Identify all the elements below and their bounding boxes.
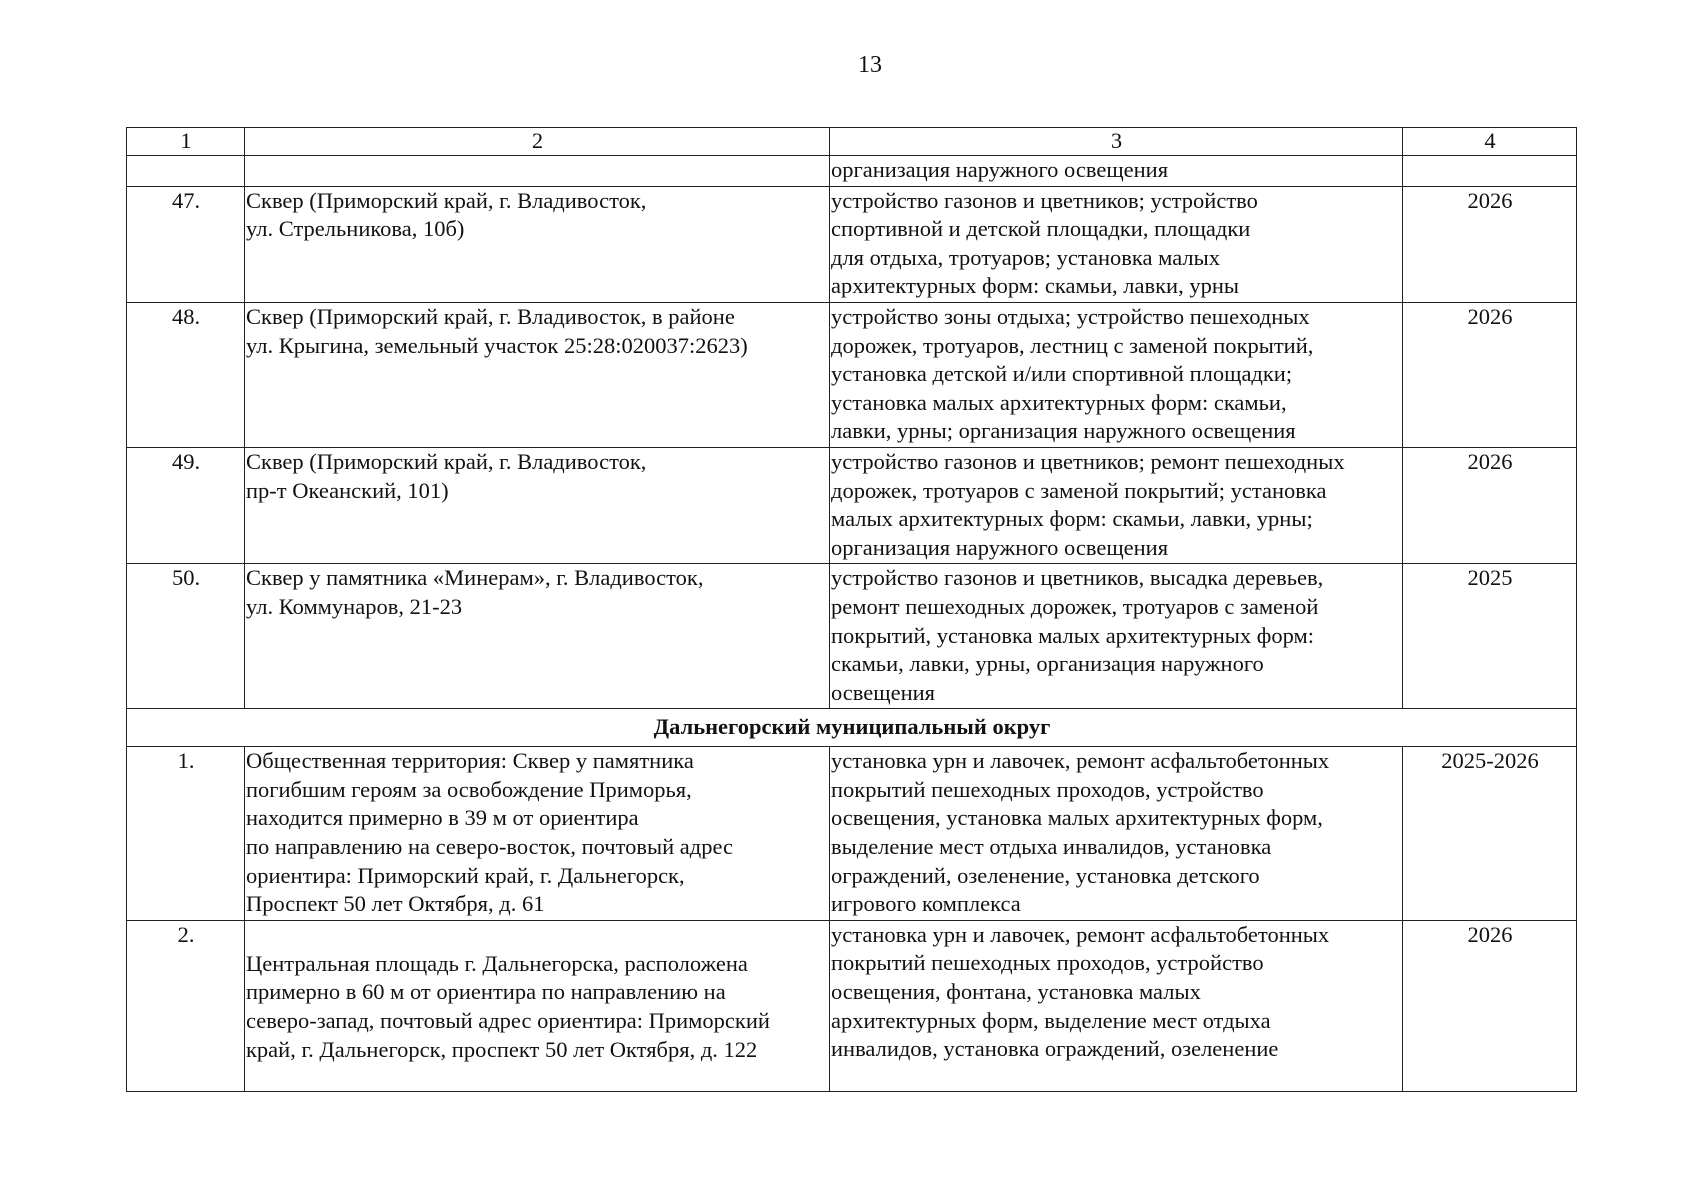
section-title: Дальнегорский муниципальный округ <box>127 709 1577 747</box>
cell-name <box>245 747 830 921</box>
cell-works <box>830 447 1403 563</box>
works-text: установка урн и лавочек, ремонт асфальтобетонных покрытий пешеходных проходов, устройство освещения, установка малых архитектурных форм, выделение мест отдыха инвалидов, установка ограждений, озеленение, установка детского игрового комплекса <box>831 748 1330 917</box>
cell-num: 48. <box>127 302 245 447</box>
cell-num <box>127 156 245 187</box>
cell-works <box>830 186 1403 302</box>
works-text: устройство газонов и цветников, высадка деревьев, ремонт пешеходных дорожек, тротуаров с заменой покрытий, установка малых архитектурных форм: скамьи, лавки, урны, организация наружного освещения <box>831 565 1324 705</box>
cell-works: организация наружного освещения <box>830 156 1403 187</box>
table-row <box>127 302 1577 447</box>
name-text: Сквер у памятника «Минерам», г. Владивосток, ул. Коммунаров, 21-23 <box>246 565 704 619</box>
cell-num: 47. <box>127 186 245 302</box>
cell-num: 1. <box>127 747 245 921</box>
cell-name <box>245 564 830 709</box>
cell-year: 2026 <box>1403 186 1577 302</box>
name-text: Сквер (Приморский край, г. Владивосток, пр-т Океанский, 101) <box>246 448 647 503</box>
continuation-row <box>127 156 1577 187</box>
header-col-3: 3 <box>830 128 1403 156</box>
works-text: устройство газонов и цветников; устройство спортивной и детской площадки, площадки для отдыха, тротуаров; установка малых архитектурных форм: скамьи, лавки, урны <box>831 187 1258 299</box>
works-text: устройство зоны отдыха; устройство пешеходных дорожек, тротуаров, лестниц с заменой покрытий, установка детской и/или спортивной площадки; установка малых архитектурных форм: скамьи, лавки, урны; организация наружного освещения <box>831 303 1314 444</box>
header-row <box>127 128 1577 156</box>
cell-name <box>245 156 830 187</box>
cell-name <box>245 447 830 563</box>
cell-num: 49. <box>127 447 245 563</box>
works-text: устройство газонов и цветников; ремонт пешеходных дорожек, тротуаров с заменой покрытий; установка малых архитектурных форм: скамьи, лавки, урны; организация наружного освещения <box>831 448 1345 560</box>
cell-name <box>245 302 830 447</box>
cell-name <box>245 920 830 1091</box>
cell-num: 50. <box>127 564 245 709</box>
cell-year <box>1403 156 1577 187</box>
cell-works <box>830 747 1403 921</box>
header-col-4: 4 <box>1403 128 1577 156</box>
header-col-1: 1 <box>127 128 245 156</box>
cell-works <box>830 564 1403 709</box>
name-text: Сквер (Приморский край, г. Владивосток, ул. Стрельникова, 10б) <box>246 187 647 242</box>
cell-name <box>245 186 830 302</box>
table-row <box>127 920 1577 1091</box>
table-row <box>127 564 1577 709</box>
name-text: Центральная площадь г. Дальнегорска, расположена примерно в 60 м от ориентира по направлению на северо-запад, почтовый адрес ориентира: Приморский край, г. Дальнегорск, проспект 50 лет Октября, д. 122 <box>246 950 770 1062</box>
works-text: установка урн и лавочек, ремонт асфальтобетонных покрытий пешеходных проходов, устройство освещения, фонтана, установка малых архитектурных форм, выделение мест отдыха инвалидов, установка ограждений, озеленение <box>831 921 1330 1062</box>
improvement-table <box>126 127 1577 1092</box>
page-number: 13 <box>858 52 882 78</box>
table-row <box>127 747 1577 921</box>
cell-num: 2. <box>127 920 245 1091</box>
name-text: Общественная территория: Сквер у памятника погибшим героям за освобождение Приморья, находится примерно в 39 м от ориентира по направлению на северо-восток, почтовый адрес ориентира: Приморский край, г. Дальнегорск, Проспект 50 лет Октября, д. 61 <box>246 748 734 917</box>
table-row <box>127 447 1577 563</box>
name-text: Сквер (Приморский край, г. Владивосток, в районе ул. Крыгина, земельный участок 25:28:020037:2623) <box>246 303 748 358</box>
cell-works <box>830 302 1403 447</box>
cell-year: 2026 <box>1403 447 1577 563</box>
cell-year: 2026 <box>1403 920 1577 1091</box>
header-col-2: 2 <box>245 128 830 156</box>
cell-works <box>830 920 1403 1091</box>
cell-year: 2025-2026 <box>1403 747 1577 921</box>
section-row <box>127 709 1577 747</box>
table-row <box>127 186 1577 302</box>
cell-year: 2026 <box>1403 302 1577 447</box>
cell-year: 2025 <box>1403 564 1577 709</box>
